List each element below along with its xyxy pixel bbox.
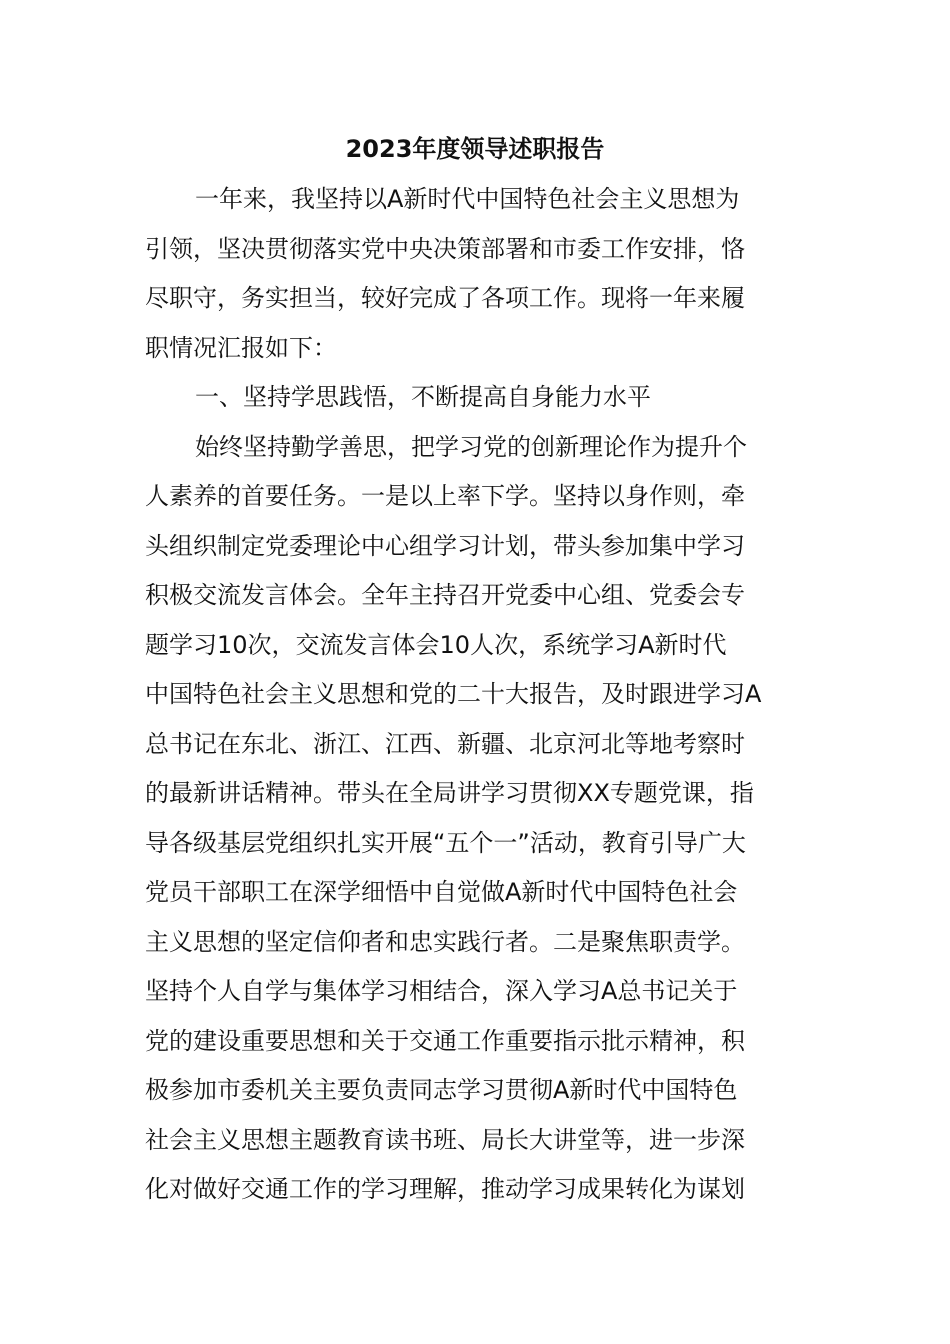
body-line: 头组织制定党委理论中心组学习计划，带头参加集中学习 (145, 531, 745, 560)
body-line: 极参加市委机关主要负责同志学习贯彻A新时代中国特色 (145, 1076, 738, 1104)
body-line: 尽职守，务实担当，较好完成了各项工作。现将一年来履 (145, 284, 745, 312)
body-line: 人素养的首要任务。一是以上率下学。坚持以身作则，牵 (145, 482, 745, 510)
body-line: 中国特色社会主义思想和党的二十大报告，及时跟进学习A (145, 680, 762, 708)
body-line: 坚持个人自学与集体学习相结合，深入学习A总书记关于 (145, 977, 738, 1005)
body-line: 引领，坚决贯彻落实党中央决策部署和市委工作安排，恪 (145, 234, 745, 263)
document-body (145, 175, 810, 1215)
body-line: 总书记在东北、浙江、江西、新疆、北京河北等地考察时 (145, 729, 745, 758)
body-line: 化对做好交通工作的学习理解，推动学习成果转化为谋划 (145, 1175, 745, 1203)
body-line: 始终坚持勤学善思，把学习党的创新理论作为提升个 (195, 432, 747, 461)
body-line: 导各级基层党组织扎实开展“五个一”活动，教育引导广大 (145, 828, 746, 857)
body-line: 主义思想的坚定信仰者和忠实践行者。二是聚焦职责学。 (145, 927, 745, 956)
body-line: 党的建设重要思想和关于交通工作重要指示批示精神，积 (145, 1026, 745, 1055)
body-line: 一年来，我坚持以A新时代中国特色社会主义思想为 (195, 185, 740, 213)
body-line: 的最新讲话精神。带头在全局讲学习贯彻XX专题党课，指 (145, 779, 754, 807)
body-line: 一、坚持学思践悟，不断提高自身能力水平 (195, 383, 651, 411)
body-line: 题学习10次，交流发言体会10人次，系统学习A新时代 (145, 630, 727, 659)
document-title: 2023年度领导述职报告 (345, 135, 605, 163)
body-line: 社会主义思想主题教育读书班、局长大讲堂等，进一步深 (145, 1125, 745, 1154)
body-line: 党员干部职工在深学细悟中自觉做A新时代中国特色社会 (145, 878, 738, 906)
body-line: 积极交流发言体会。全年主持召开党委中心组、党委会专 (145, 581, 745, 609)
body-line: 职情况汇报如下： (145, 333, 337, 362)
